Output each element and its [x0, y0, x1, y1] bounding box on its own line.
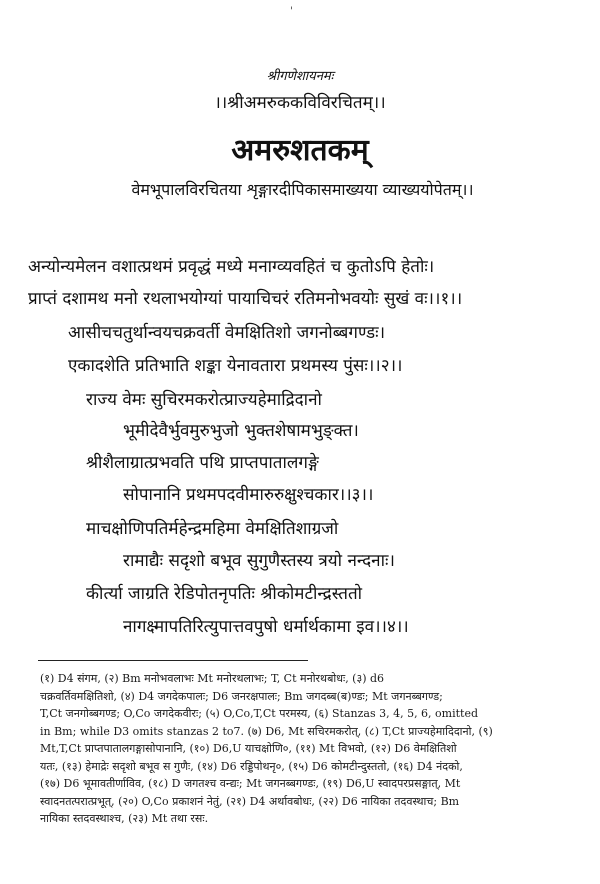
footnote-line: T,Ct जनगोब्बगण्ड; O,Co जगदेकवीरः; (५) O,Co,T,Ct परमस्य, (६) Stanzas 3, 4, 5, 6, omitted: [40, 707, 479, 720]
page-mark: ': [290, 6, 293, 17]
verse-line: कीर्त्या जाग्रति रेडिपोतनृपतिः श्रीकोमटीन्द्रस्ततो: [86, 584, 363, 604]
verse-line: अन्योन्यमेलन वशात्प्रथमं प्रवृद्धं मध्ये मनाग्व्यवहितं च कुतोऽपि हेतोः।: [28, 257, 435, 277]
verse-line: रामाद्यैः सदृशो बभूव सुगुणैस्तस्य त्रयो नन्दनाः।: [123, 551, 395, 571]
footnote-line: in Bm; while D3 omits stanzas 2 to7. (७) D6, Mt सचिरमकरोत्, (८) T,Ct प्राज्यहेमादिदानो, (९): [40, 724, 493, 738]
footnote-line: नायिका स्तदवस्थाश्च, (२३) Mt तथा रसः.: [40, 812, 209, 825]
verse-line: राज्य वेमः सुचिरमकरोत्प्राज्यहेमाद्रिदानो: [86, 390, 322, 410]
verse-line: सोपानानि प्रथमपदवीमारुरुक्षुश्चकार।।३।।: [123, 485, 374, 505]
footnote-line: यतः, (१३) हेमाद्रेः सदृशो बभूव स गुणैः, (१४) D6 रड्डिपोथनृ०, (१५) D6 कोमटीन्दुस्ततो, (१६) D4 नंदको,: [40, 759, 463, 773]
verse-line: एकादशेति प्रतिभाति शङ्का येनावतारा प्रथमस्य पुंसः।।२।।: [68, 356, 403, 376]
footnote-line: (१) D4 संगम, (२) Bm मनोभवलाभः Mt मनोरथलाभः; T, Ct मनोरथबोधः, (३) d6: [40, 672, 385, 685]
verse-line: श्रीशैलाग्रात्प्रभवति पथि प्राप्तपातालगङ्गे: [86, 453, 319, 473]
verse-line: आसीचचतुर्थान्वयचक्रवर्ती वेमक्षितिशो जगनोब्बगण्डः।: [68, 323, 386, 343]
page-subtitle: ।।श्रीअमरुककविविरचितम्।।: [214, 93, 386, 113]
verse-line: नागक्ष्मापतिरित्युपात्तवपुषो धर्मार्थकामा इव।।४।।: [123, 617, 409, 637]
verse-line: प्राप्तं दशामथ मनो रथलाभयोग्यां पायाचिचरं रतिमनोभवयोः सुखं वः।।१।।: [28, 289, 463, 309]
verse-line: माचक्षोणिपतिर्महेन्द्रमहिमा वेमक्षितिशाग्रजो: [86, 519, 339, 539]
invocation-line: श्रीगणेशायनमः: [266, 69, 334, 84]
footnote-line: Mt,T,Ct प्राप्तपातालगङ्गासोपानानि, (१०) D6,U याचक्षोणि०, (११) Mt विभवो, (१२) D6 वेमक्षितिशो: [40, 742, 457, 755]
footnote-line: (१७) D6 भूमावतीर्णाविव, (१८) D जगतश्च वन्द्यः; Mt जगनब्बगण्डः, (१९) D6,U स्वादपरप्रसङ्गात्, Mt: [40, 777, 461, 790]
commentary-line: वेमभूपालविरचितया शृङ्गारदीपिकासमाख्यया व्याख्ययोपेतम्।।: [131, 180, 474, 199]
page-title: अमरुशतकम्: [231, 133, 369, 168]
footnotes-block: [40, 670, 590, 828]
verse-line: भूमीदेवैर्भुवमुरुभुजो भुक्तशेषामभुङ्क्त।: [123, 421, 359, 441]
footnote-rule: [38, 660, 308, 661]
footnote-line: चक्रवर्तिवमक्षितिशो, (४) D4 जगदेकपालः; D6 जनरक्षपालः; Bm जगदब्ब(ब)ण्डः; Mt जगनब्बगण्ड;: [40, 689, 443, 703]
footnote-line: स्वादनतत्परात्प्रभूत्, (२०) O,Co प्रकाशनं नेतुं, (२१) D4 अर्थावबोधः, (२२) D6 नायिका तदवस्थाच; Bm: [40, 794, 460, 808]
